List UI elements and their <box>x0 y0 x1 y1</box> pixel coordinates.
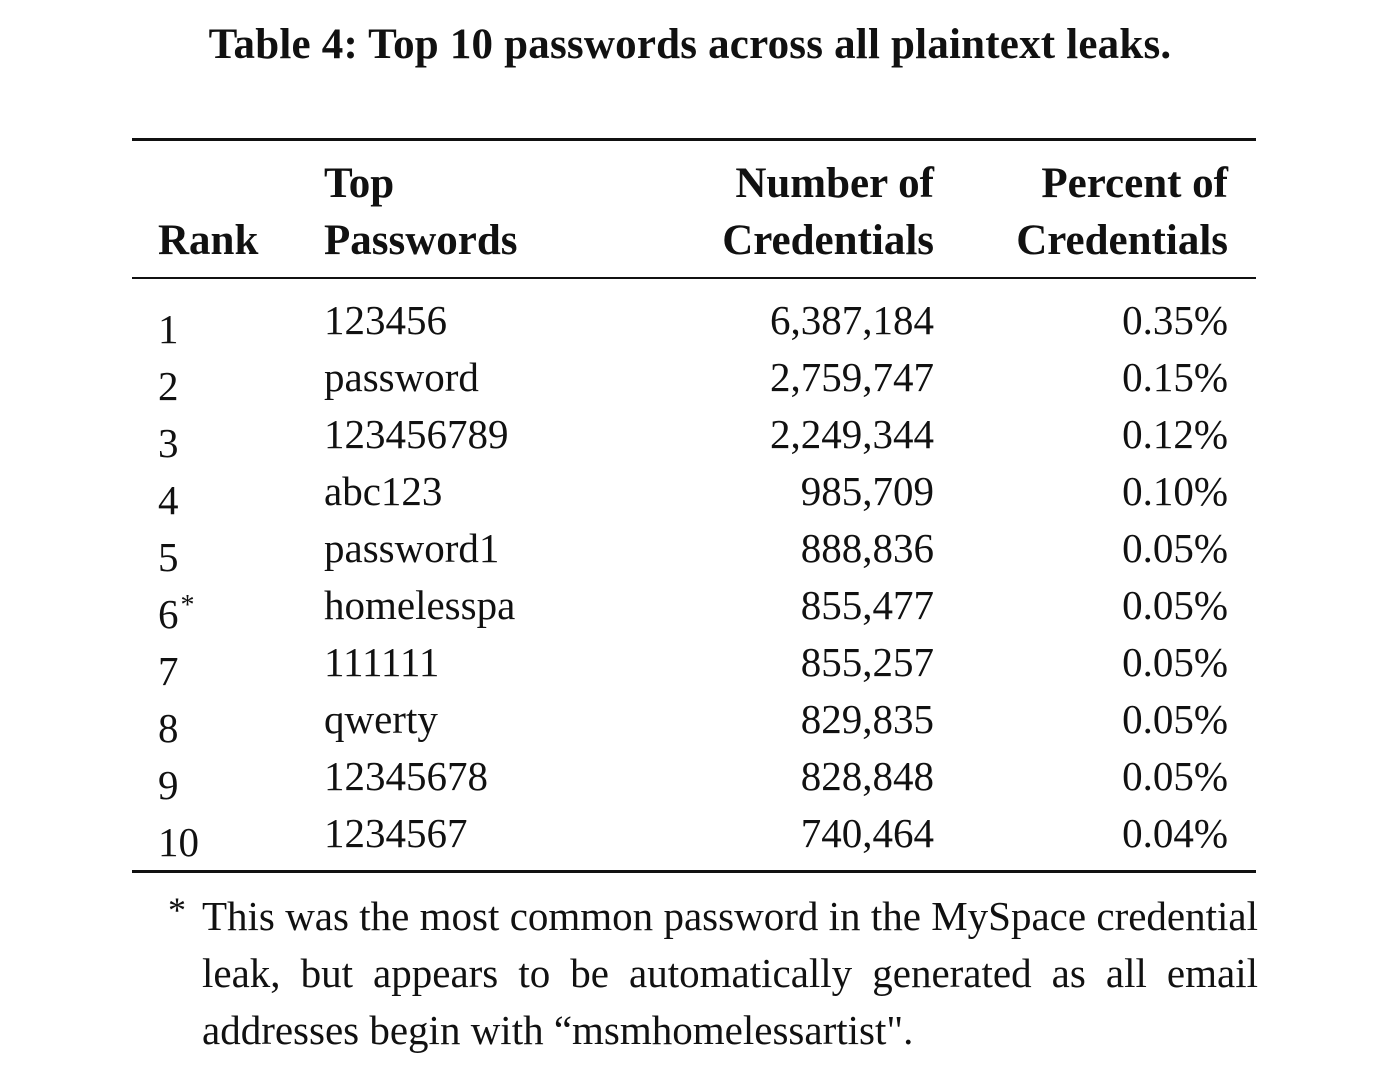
table-row <box>0 691 1380 751</box>
count-cell: 740,464 <box>800 810 934 856</box>
percent-cell: 0.04% <box>1122 810 1228 856</box>
header-passwords-line1: Top <box>324 160 395 207</box>
count-cell: 2,249,344 <box>770 411 934 457</box>
footnote-mark: * <box>168 890 186 930</box>
table-body <box>0 292 1380 865</box>
password-cell: 12345678 <box>324 753 488 799</box>
rank-cell: 2 <box>158 363 179 409</box>
rank-cell: 3 <box>158 420 179 466</box>
percent-cell: 0.15% <box>1122 354 1228 400</box>
header-percent-line1: Percent of <box>1041 160 1228 207</box>
table-row <box>0 349 1380 409</box>
percent-cell: 0.12% <box>1122 411 1228 457</box>
header-top-passwords <box>324 155 518 269</box>
count-cell: 828,848 <box>800 753 934 799</box>
rank-cell: 5 <box>158 534 179 580</box>
count-cell: 888,836 <box>800 525 934 571</box>
footnote-text: This was the most common password in the MySpace credential leak, but appears to be automatically generated as all email addresses begin with “msmhomelessartist". <box>202 893 1258 1053</box>
table-row <box>0 292 1380 352</box>
percent-cell: 0.35% <box>1122 297 1228 343</box>
header-percent-line2: Credentials <box>1016 217 1228 264</box>
footnote <box>168 888 1268 1059</box>
count-cell: 985,709 <box>800 468 934 514</box>
footnote-marker: * <box>180 590 195 621</box>
header-percent-of-credentials <box>1016 155 1228 269</box>
count-cell: 829,835 <box>800 696 934 742</box>
password-cell: 123456789 <box>324 411 509 457</box>
percent-cell: 0.05% <box>1122 639 1228 685</box>
password-cell: qwerty <box>324 696 438 742</box>
rank-cell: 7 <box>158 648 179 694</box>
password-cell: password <box>324 354 479 400</box>
password-cell: homelesspa <box>324 582 516 628</box>
count-cell: 855,257 <box>800 639 934 685</box>
count-cell: 6,387,184 <box>770 297 934 343</box>
header-rule <box>132 277 1256 279</box>
table-row <box>0 748 1380 808</box>
percent-cell: 0.05% <box>1122 582 1228 628</box>
password-cell: 111111 <box>324 639 440 685</box>
percent-cell: 0.05% <box>1122 696 1228 742</box>
rank-cell: 10 <box>158 819 199 865</box>
count-cell: 855,477 <box>800 582 934 628</box>
header-number-of-credentials <box>722 155 934 269</box>
header-passwords-line2: Passwords <box>324 217 518 264</box>
rank-cell: 4 <box>158 477 179 523</box>
table-row <box>0 520 1380 580</box>
header-rank <box>158 212 258 269</box>
top-rule <box>132 138 1256 141</box>
rank-cell: 8 <box>158 705 179 751</box>
percent-cell: 0.05% <box>1122 753 1228 799</box>
bottom-rule <box>132 870 1256 873</box>
percent-cell: 0.10% <box>1122 468 1228 514</box>
rank-cell: 9 <box>158 762 179 808</box>
password-cell: 123456 <box>324 297 447 343</box>
count-cell: 2,759,747 <box>770 354 934 400</box>
percent-cell: 0.05% <box>1122 525 1228 571</box>
password-cell: password1 <box>324 525 500 571</box>
table-row <box>0 634 1380 694</box>
password-cell: 1234567 <box>324 810 468 856</box>
table-row <box>0 805 1380 865</box>
table-row <box>0 463 1380 523</box>
header-number-line1: Number of <box>735 160 934 207</box>
password-cell: abc123 <box>324 468 443 514</box>
table-row <box>0 577 1380 637</box>
rank-cell: 1 <box>158 306 179 352</box>
table-row <box>0 406 1380 466</box>
rank-cell: 6* <box>158 590 195 637</box>
table-caption: Table 4: Top 10 passwords across all plaintext leaks. <box>208 21 1172 68</box>
header-number-line2: Credentials <box>722 217 934 264</box>
header-rank-label: Rank <box>158 217 259 264</box>
